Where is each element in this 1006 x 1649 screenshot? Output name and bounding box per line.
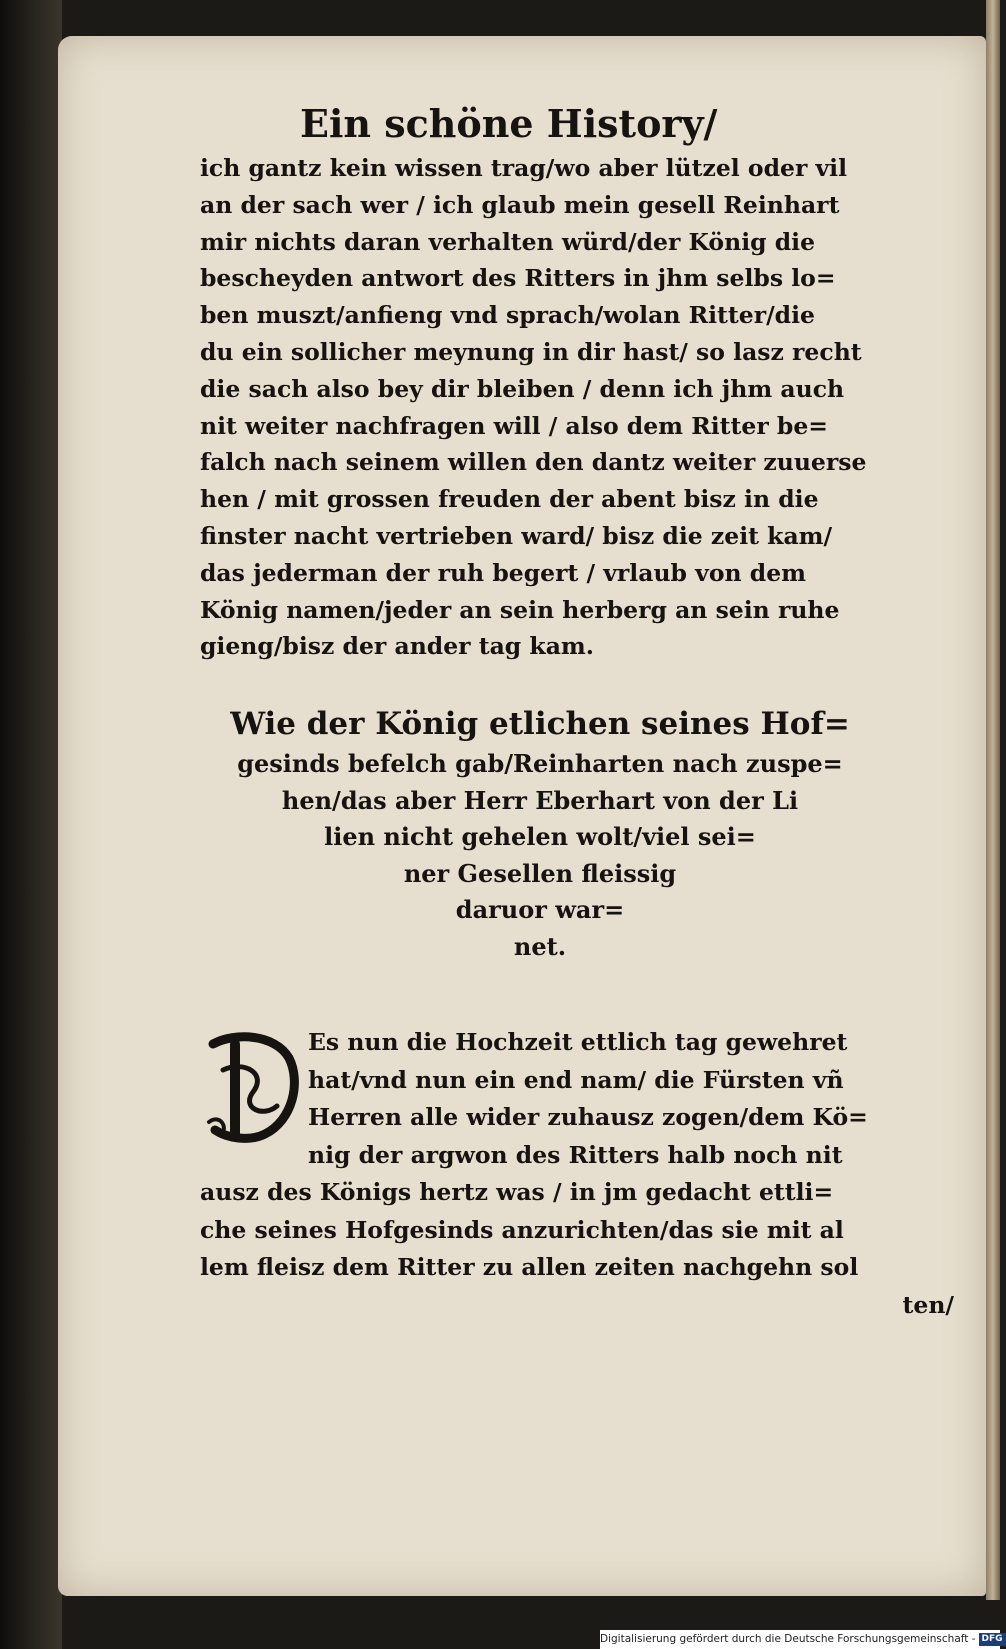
catchword: ten/: [902, 1290, 954, 1319]
text-line: Herren alle wider zuhausz zogen/dem Kö=: [308, 1103, 868, 1131]
text-line: bescheyden antwort des Ritters in jhm selbs lo=: [200, 264, 836, 293]
text-line: die sach also bey dir bleiben / denn ich jhm auch: [200, 374, 845, 403]
book-spine: [0, 0, 62, 1649]
text-line: an der sach wer / ich glaub mein gesell Reinhart: [200, 190, 840, 219]
digitization-credit: [600, 1630, 1003, 1649]
text-line: Es nun die Hochzeit ettlich tag gewehret: [308, 1028, 848, 1056]
text-line: gieng/bisz der ander tag kam.: [200, 632, 594, 661]
text-line: hen / mit grossen freuden der abent bisz in die: [200, 485, 819, 514]
text-line: finster nacht vertrieben ward/ bisz die zeit kam/: [200, 521, 833, 550]
heading-line: daruor war=: [455, 895, 625, 924]
initial-letter: D: [248, 1095, 262, 1114]
text-line: mir nichts daran verhalten würd/der König die: [200, 227, 816, 256]
text-line: das jederman der ruh begert / vrlaub von dem: [200, 558, 807, 587]
text-line: nig der argwon des Ritters halb noch nit: [308, 1140, 843, 1169]
heading-line: lien nicht gehelen wolt/viel sei=: [324, 822, 756, 851]
paragraph-text: [200, 1024, 960, 1324]
text-line: ben muszt/anfieng vnd sprach/wolan Ritter/die: [200, 301, 815, 330]
text-line: che seines Hofgesinds anzurichten/das sie mit al: [200, 1215, 844, 1244]
running-head: Ein schöne History/: [300, 101, 718, 146]
text-line: du ein sollicher meynung in dir hast/ so lasz recht: [200, 337, 862, 366]
text-line: König namen/jeder an sein herberg an sein ruhe: [200, 595, 840, 624]
text-line: ausz des Königs hertz was / in jm gedacht ettli=: [200, 1178, 834, 1206]
heading-line: Wie der König etlichen seines Hof=: [230, 706, 850, 742]
text-line: nit weiter nachfragen will / also dem Ritter be=: [200, 411, 828, 440]
dfg-logo: DFG: [979, 1633, 1006, 1646]
text-line: hat/vnd nun ein end nam/ die Fürsten vñ: [308, 1065, 844, 1094]
heading-line: gesinds befelch gab/Reinharten nach zuspe=: [237, 749, 843, 778]
body-text: [200, 150, 960, 665]
chapter-heading: [120, 702, 960, 965]
text-line: ich gantz kein wissen trag/wo aber lützel oder vil: [200, 154, 848, 182]
heading-line: hen/das aber Herr Eberhart von der Li: [281, 785, 799, 815]
text-line: lem fleisz dem Ritter zu allen zeiten nachgehn sol: [200, 1253, 859, 1281]
credit-text: Digitalisierung gefördert durch die Deutsche Forschungsgemeinschaft -: [600, 1633, 976, 1645]
heading-line: ner Gesellen fleissig: [403, 858, 677, 888]
book-edge: [986, 0, 1000, 1600]
heading-line: net.: [513, 931, 567, 961]
text-line: falch nach seinem willen den dantz weiter zuuerse: [200, 448, 867, 477]
